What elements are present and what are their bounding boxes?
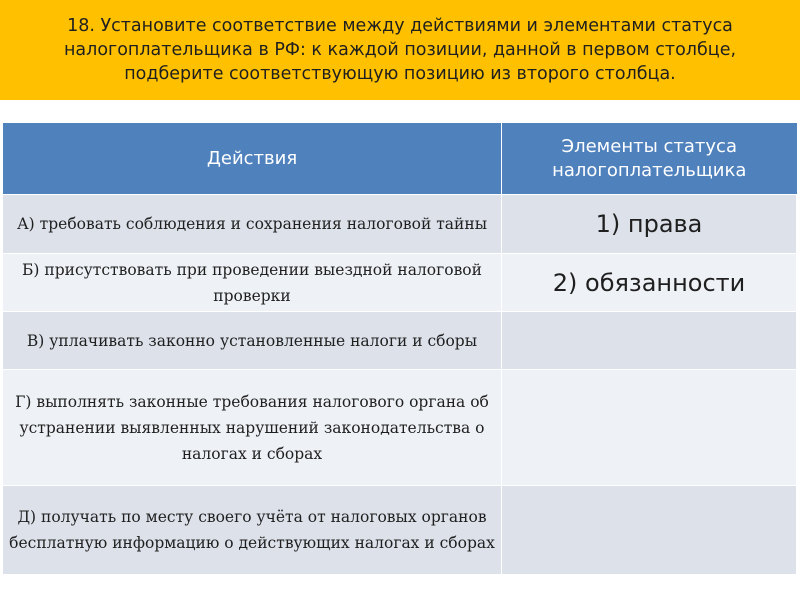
element-cell: 1) права — [502, 195, 797, 254]
action-cell: Д) получать по месту своего учёта от налоговых органов бесплатную информацию о действующих налогах и сборах — [3, 486, 502, 575]
matching-table — [2, 122, 797, 575]
table-row — [3, 370, 797, 486]
table-row — [3, 312, 797, 370]
table-row — [3, 195, 797, 254]
header-actions: Действия — [3, 123, 502, 195]
table-row — [3, 254, 797, 312]
table-row — [3, 486, 797, 575]
question-text: 18. Установите соответствие между действиями и элементами статуса налогоплательщика в РФ: к каждой позиции, данной в первом столбце, подберите соответствующую позицию из второго столбца. — [63, 16, 737, 84]
action-cell: А) требовать соблюдения и сохранения налоговой тайны — [3, 195, 502, 254]
header-elements: Элементы статуса налогоплательщика — [502, 123, 797, 195]
element-cell: 2) обязанности — [502, 254, 797, 312]
question-banner — [0, 0, 800, 100]
element-cell — [502, 370, 797, 486]
element-cell — [502, 486, 797, 575]
action-cell: Г) выполнять законные требования налогового органа об устранении выявленных нарушений законодательства о налогах и сборах — [3, 370, 502, 486]
table-header-row — [3, 123, 797, 195]
action-cell: В) уплачивать законно установленные налоги и сборы — [3, 312, 502, 370]
element-cell — [502, 312, 797, 370]
action-cell: Б) присутствовать при проведении выездной налоговой проверки — [3, 254, 502, 312]
